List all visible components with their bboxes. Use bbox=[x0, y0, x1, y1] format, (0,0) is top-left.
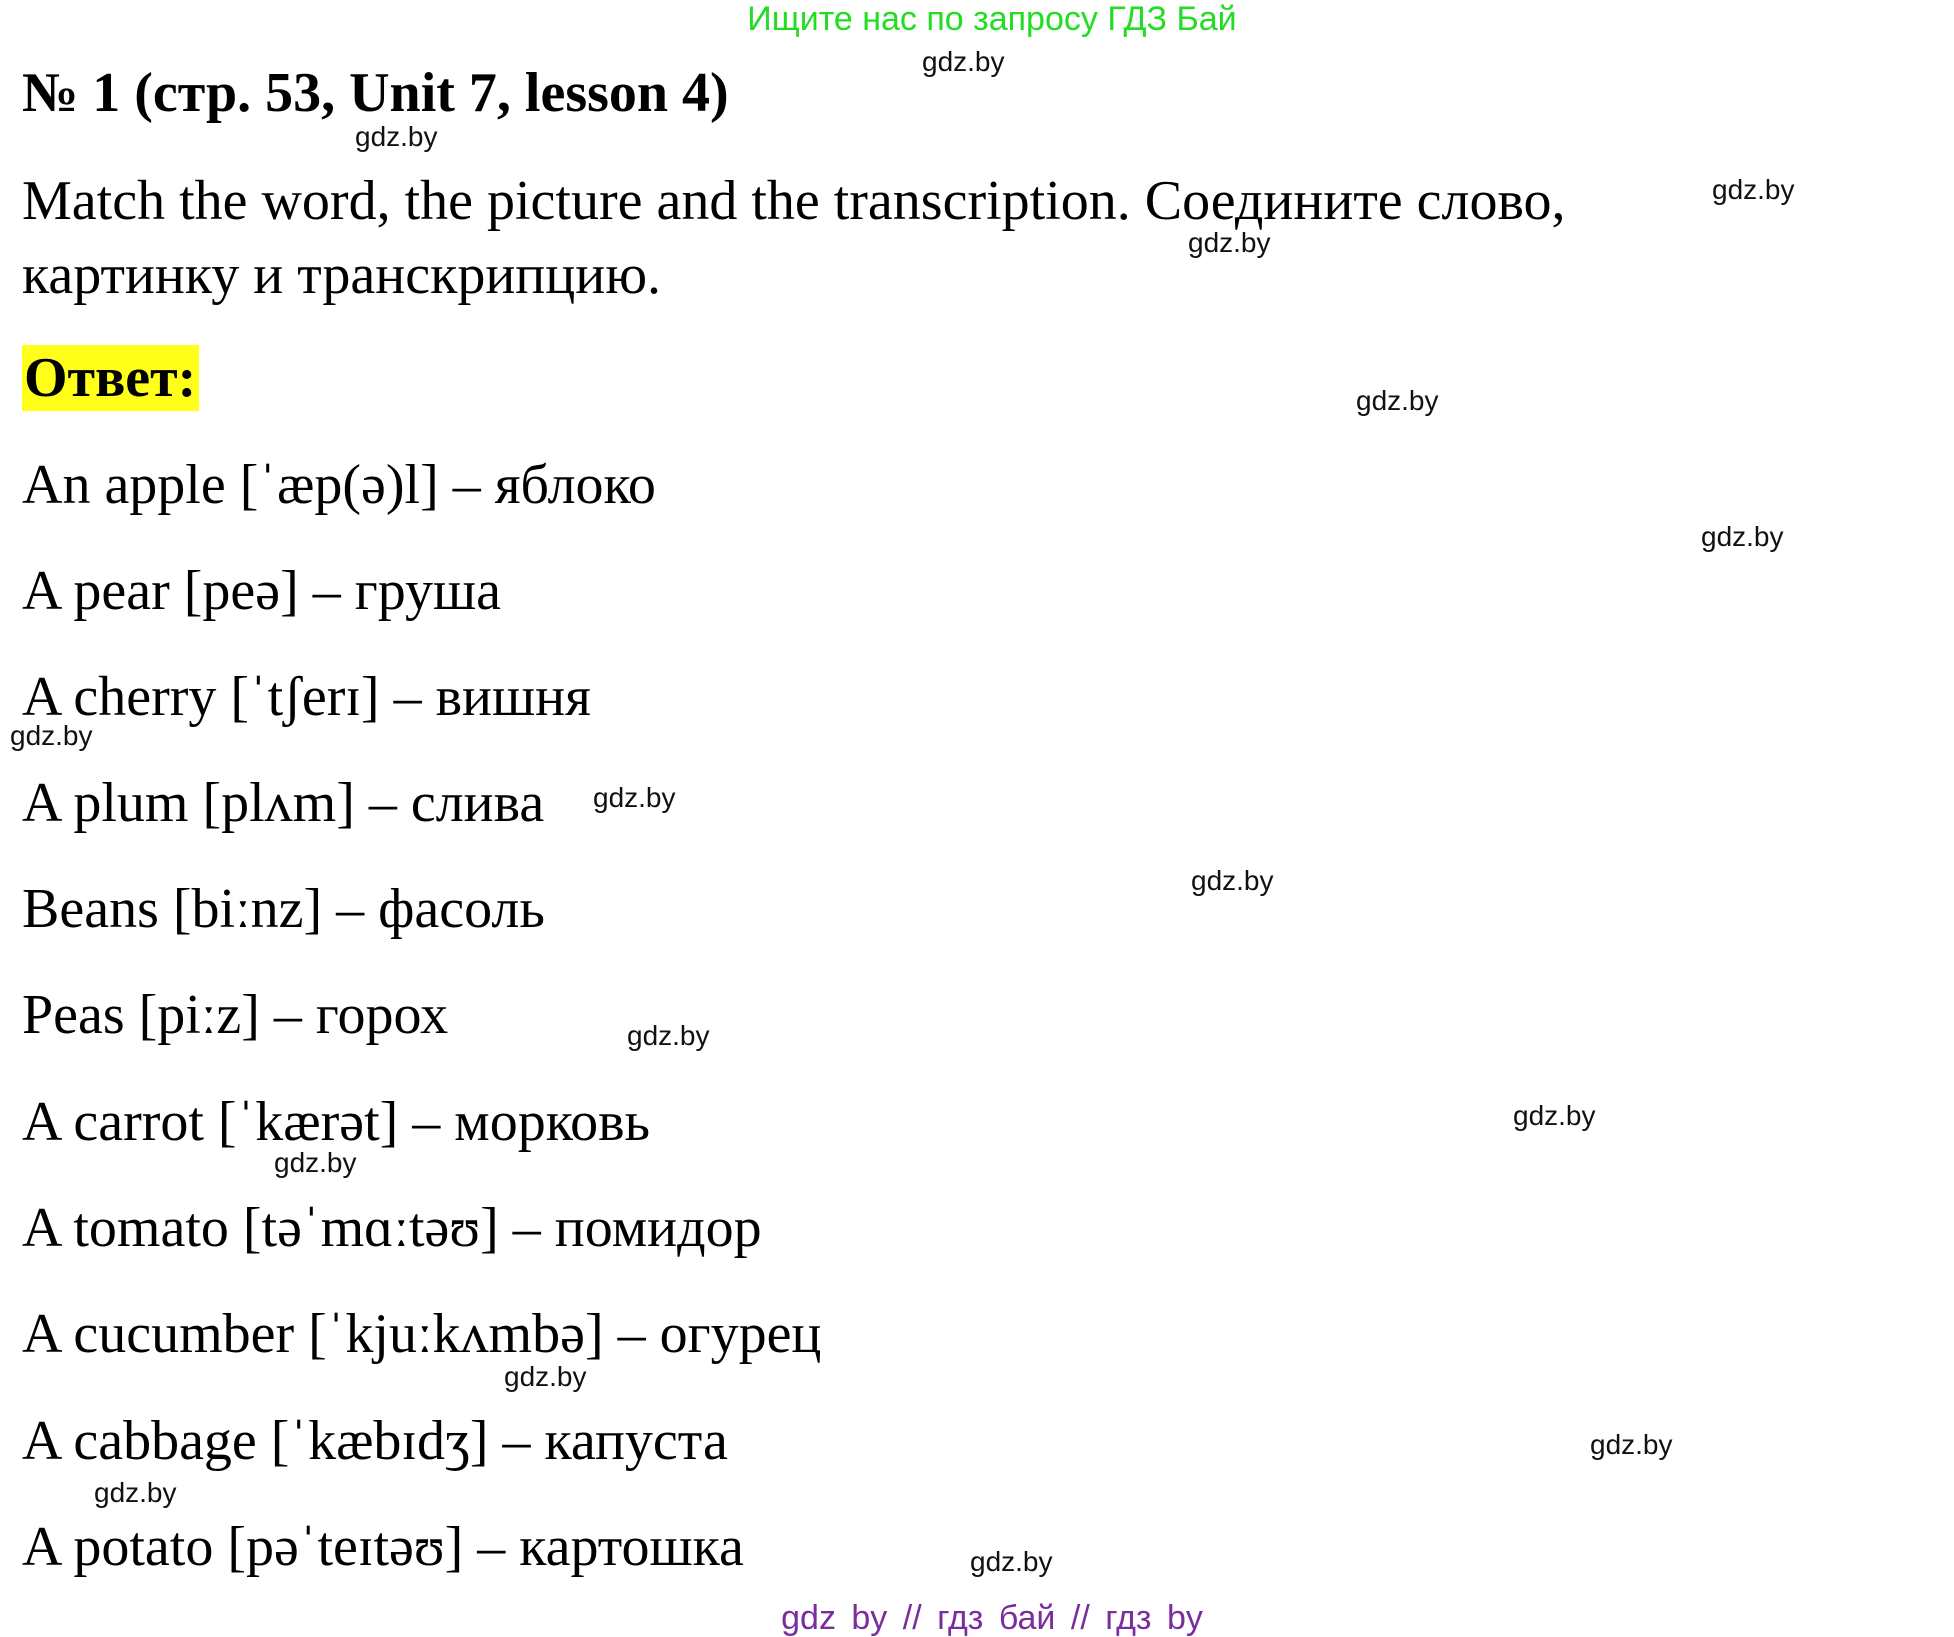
watermark: gdz.by bbox=[1188, 227, 1271, 258]
watermark: gdz.by bbox=[355, 121, 438, 152]
vocabulary-entry-plum: A plum [plʌm] – слива bbox=[22, 772, 545, 834]
vocabulary-entry-tomato: A tomato [təˈmɑːtəʊ] – помидор bbox=[22, 1197, 762, 1259]
watermark: gdz.by bbox=[1712, 174, 1795, 205]
vocabulary-entry-cucumber: A cucumber [ˈkjuːkʌmbə] – огурец bbox=[22, 1303, 822, 1365]
watermark: gdz.by bbox=[1191, 865, 1274, 896]
exercise-instruction: Match the word, the picture and the transcription. Соедините слово, картинку и транскрипцию. bbox=[22, 170, 1566, 306]
watermark: gdz.by bbox=[1356, 385, 1439, 416]
watermark: gdz.by bbox=[1513, 1100, 1596, 1131]
watermark: gdz.by bbox=[593, 782, 676, 813]
watermark: gdz.by bbox=[1701, 521, 1784, 552]
vocabulary-entry-potato: A potato [pəˈteɪtəʊ] – картошка bbox=[22, 1516, 744, 1578]
watermark: gdz.by bbox=[94, 1477, 177, 1508]
watermark: gdz.by bbox=[274, 1147, 357, 1178]
vocabulary-entry-pear: A pear [peə] – груша bbox=[22, 560, 501, 622]
vocabulary-entry-cherry: A cherry [ˈtʃerɪ] – вишня bbox=[22, 666, 591, 728]
vocabulary-entry-carrot: A carrot [ˈkærət] – морковь bbox=[22, 1091, 651, 1153]
answer-label: Ответ: bbox=[22, 345, 199, 411]
vocabulary-entry-peas: Peas [piːz] – горох bbox=[22, 984, 449, 1046]
watermark: gdz.by bbox=[627, 1020, 710, 1051]
watermark: gdz.by bbox=[504, 1361, 587, 1392]
watermark: gdz.by bbox=[1590, 1429, 1673, 1460]
watermark: gdz.by bbox=[922, 46, 1005, 77]
watermark: gdz.by bbox=[970, 1546, 1053, 1577]
footer-links: gdz by // гдз бай // гдз by bbox=[781, 1599, 1203, 1637]
search-banner: Ищите нас по запросу ГДЗ Бай bbox=[747, 0, 1237, 38]
vocabulary-entry-apple: An apple [ˈæp(ə)l] – яблоко bbox=[22, 454, 656, 516]
vocabulary-entry-beans: Beans [biːnz] – фасоль bbox=[22, 878, 545, 940]
watermark: gdz.by bbox=[10, 720, 93, 751]
vocabulary-entry-cabbage: A cabbage [ˈkæbɪdʒ] – капуста bbox=[22, 1410, 728, 1472]
exercise-title: № 1 (стр. 53, Unit 7, lesson 4) bbox=[22, 62, 729, 124]
